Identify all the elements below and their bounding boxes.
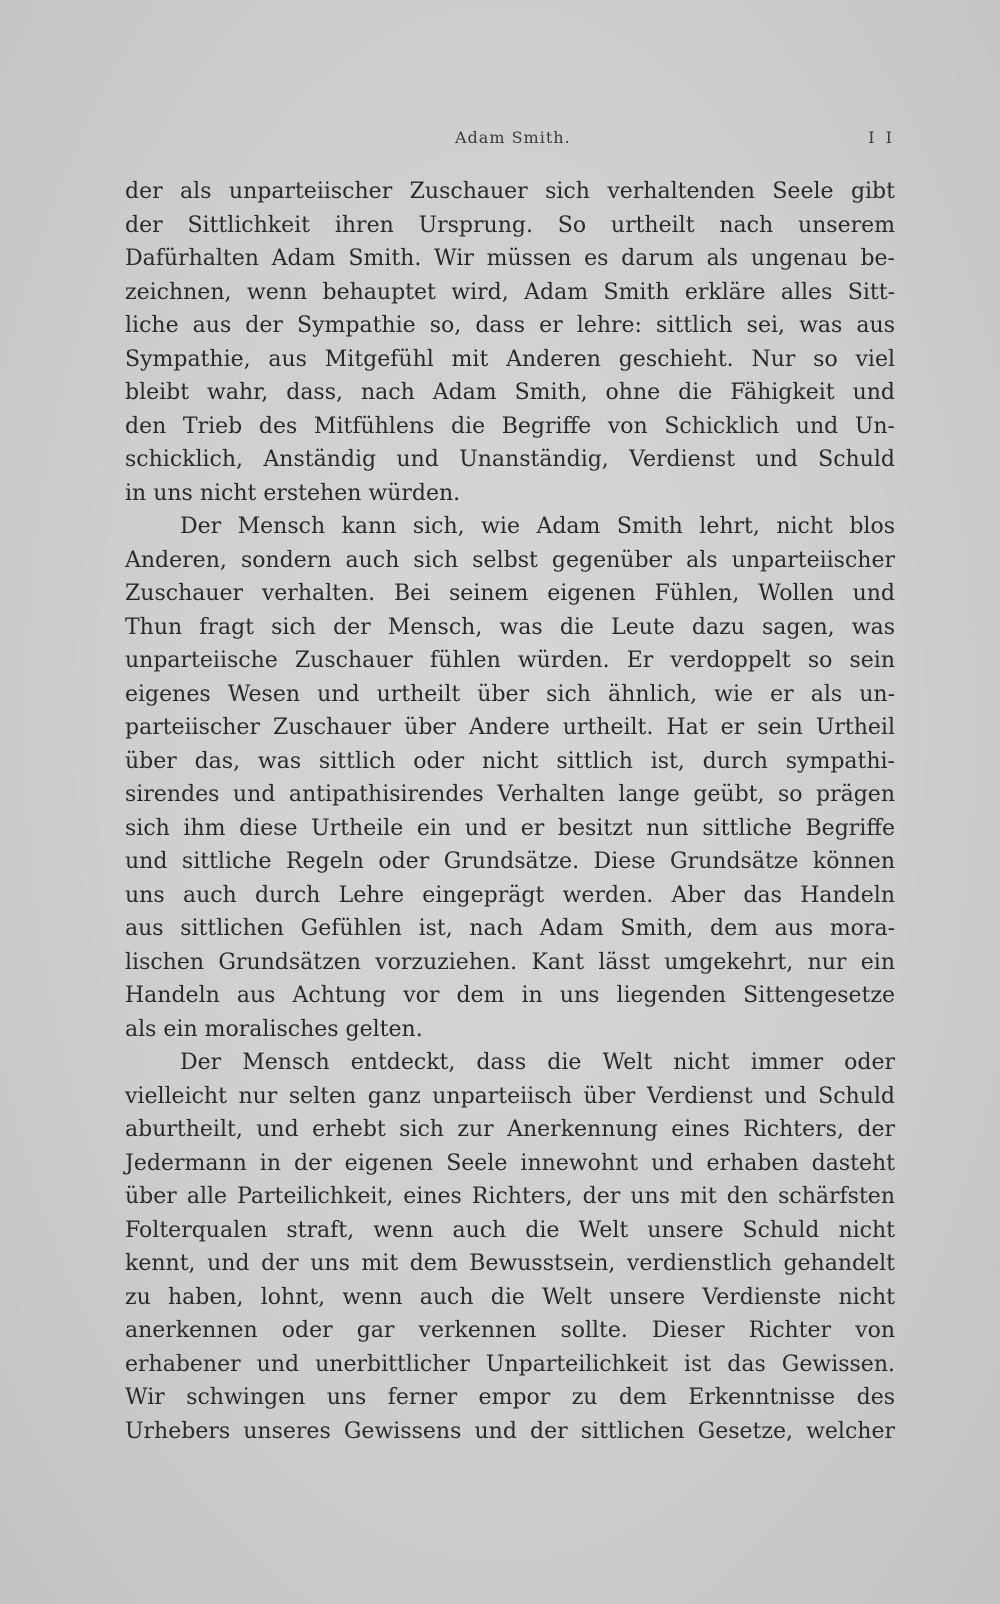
text-line: aus sittlichen Gefühlen ist, nach Adam Smith, dem aus mora- bbox=[125, 916, 895, 941]
text-line: zu haben, lohnt, wenn auch die Welt unsere Verdienste nicht bbox=[125, 1284, 895, 1310]
text-line: über alle Parteilichkeit, eines Richters, der uns mit den schärfsten bbox=[125, 1184, 895, 1209]
text-line: Jedermann in der eigenen Seele innewohnt und erhaben dasteht bbox=[125, 1150, 895, 1176]
text-line: Urhebers unseres Gewissens und der sittlichen Gesetze, welcher bbox=[125, 1418, 895, 1444]
text-line: Zuschauer verhalten. Bei seinem eigenen Fühlen, Wollen und bbox=[125, 581, 895, 606]
text-line: anerkennen oder gar verkennen sollte. Dieser Richter von bbox=[125, 1318, 895, 1343]
text-line: Dafürhalten Adam Smith. Wir müssen es darum als ungenau be- bbox=[125, 246, 895, 271]
text-line: sirendes und antipathisirendes Verhalten lange geübt, so prägen bbox=[125, 782, 895, 807]
text-line: zeichnen, wenn behauptet wird, Adam Smith erkläre alles Sitt- bbox=[125, 279, 895, 305]
text-line: der Sittlichkeit ihren Ursprung. So urtheilt nach unserem bbox=[125, 212, 895, 238]
running-header bbox=[125, 128, 895, 158]
text-line: und sittliche Regeln oder Grundsätze. Diese Grundsätze können bbox=[125, 849, 895, 874]
text-line: lischen Grundsätzen vorzuziehen. Kant lässt umgekehrt, nur ein bbox=[125, 949, 895, 975]
text-line: liche aus der Sympathie so, dass er lehre: sittlich sei, was aus bbox=[125, 313, 895, 338]
running-title: Adam Smith. bbox=[455, 128, 571, 147]
text-line: schicklich, Anständig und Unanständig, Verdienst und Schuld bbox=[125, 447, 895, 472]
text-line: in uns nicht erstehen würden. bbox=[125, 480, 461, 506]
text-line: Wir schwingen uns ferner empor zu dem Erkenntnisse des bbox=[125, 1385, 895, 1410]
text-line: unparteiische Zuschauer fühlen würden. Er verdoppelt so sein bbox=[125, 648, 895, 673]
body-text bbox=[125, 175, 895, 1448]
text-line: Folterqualen straft, wenn auch die Welt unsere Schuld nicht bbox=[125, 1217, 895, 1243]
text-line: Sympathie, aus Mitgefühl mit Anderen geschieht. Nur so viel bbox=[125, 346, 895, 372]
page-number: I I bbox=[868, 128, 895, 147]
text-line: Thun fragt sich der Mensch, was die Leute dazu sagen, was bbox=[125, 614, 895, 640]
text-line: erhabener und unerbittlicher Unparteilichkeit ist das Gewissen. bbox=[125, 1351, 895, 1377]
paragraph-first-line: Der Mensch kann sich, wie Adam Smith lehrt, nicht blos bbox=[180, 514, 895, 539]
text-line: bleibt wahr, dass, nach Adam Smith, ohne die Fähigkeit und bbox=[125, 380, 895, 405]
text-line: als ein moralisches gelten. bbox=[125, 1016, 423, 1042]
text-line: uns auch durch Lehre eingeprägt werden. Aber das Handeln bbox=[125, 882, 895, 908]
text-line: der als unparteiischer Zuschauer sich verhaltenden Seele gibt bbox=[125, 179, 895, 204]
text-line: sich ihm diese Urtheile ein und er besitzt nun sittliche Begriffe bbox=[125, 815, 895, 841]
text-line: Handeln aus Achtung vor dem in uns liegenden Sittengesetze bbox=[125, 983, 895, 1008]
text-line: den Trieb des Mitfühlens die Begriffe von Schicklich und Un- bbox=[125, 413, 895, 439]
text-line: Anderen, sondern auch sich selbst gegenüber als unparteiischer bbox=[125, 547, 895, 573]
text-line: eigenes Wesen und urtheilt über sich ähnlich, wie er als un- bbox=[125, 681, 895, 707]
text-line: über das, was sittlich oder nicht sittlich ist, durch sympathi- bbox=[125, 748, 895, 774]
paragraph-first-line: Der Mensch entdeckt, dass die Welt nicht immer oder bbox=[180, 1050, 895, 1075]
text-line: kennt, und der uns mit dem Bewusstsein, verdienstlich gehandelt bbox=[125, 1251, 895, 1276]
text-line: vielleicht nur selten ganz unparteiisch über Verdienst und Schuld bbox=[125, 1083, 895, 1109]
text-line: aburtheilt, und erhebt sich zur Anerkennung eines Richters, der bbox=[125, 1117, 895, 1142]
text-line: parteiischer Zuschauer über Andere urtheilt. Hat er sein Urtheil bbox=[125, 715, 895, 740]
